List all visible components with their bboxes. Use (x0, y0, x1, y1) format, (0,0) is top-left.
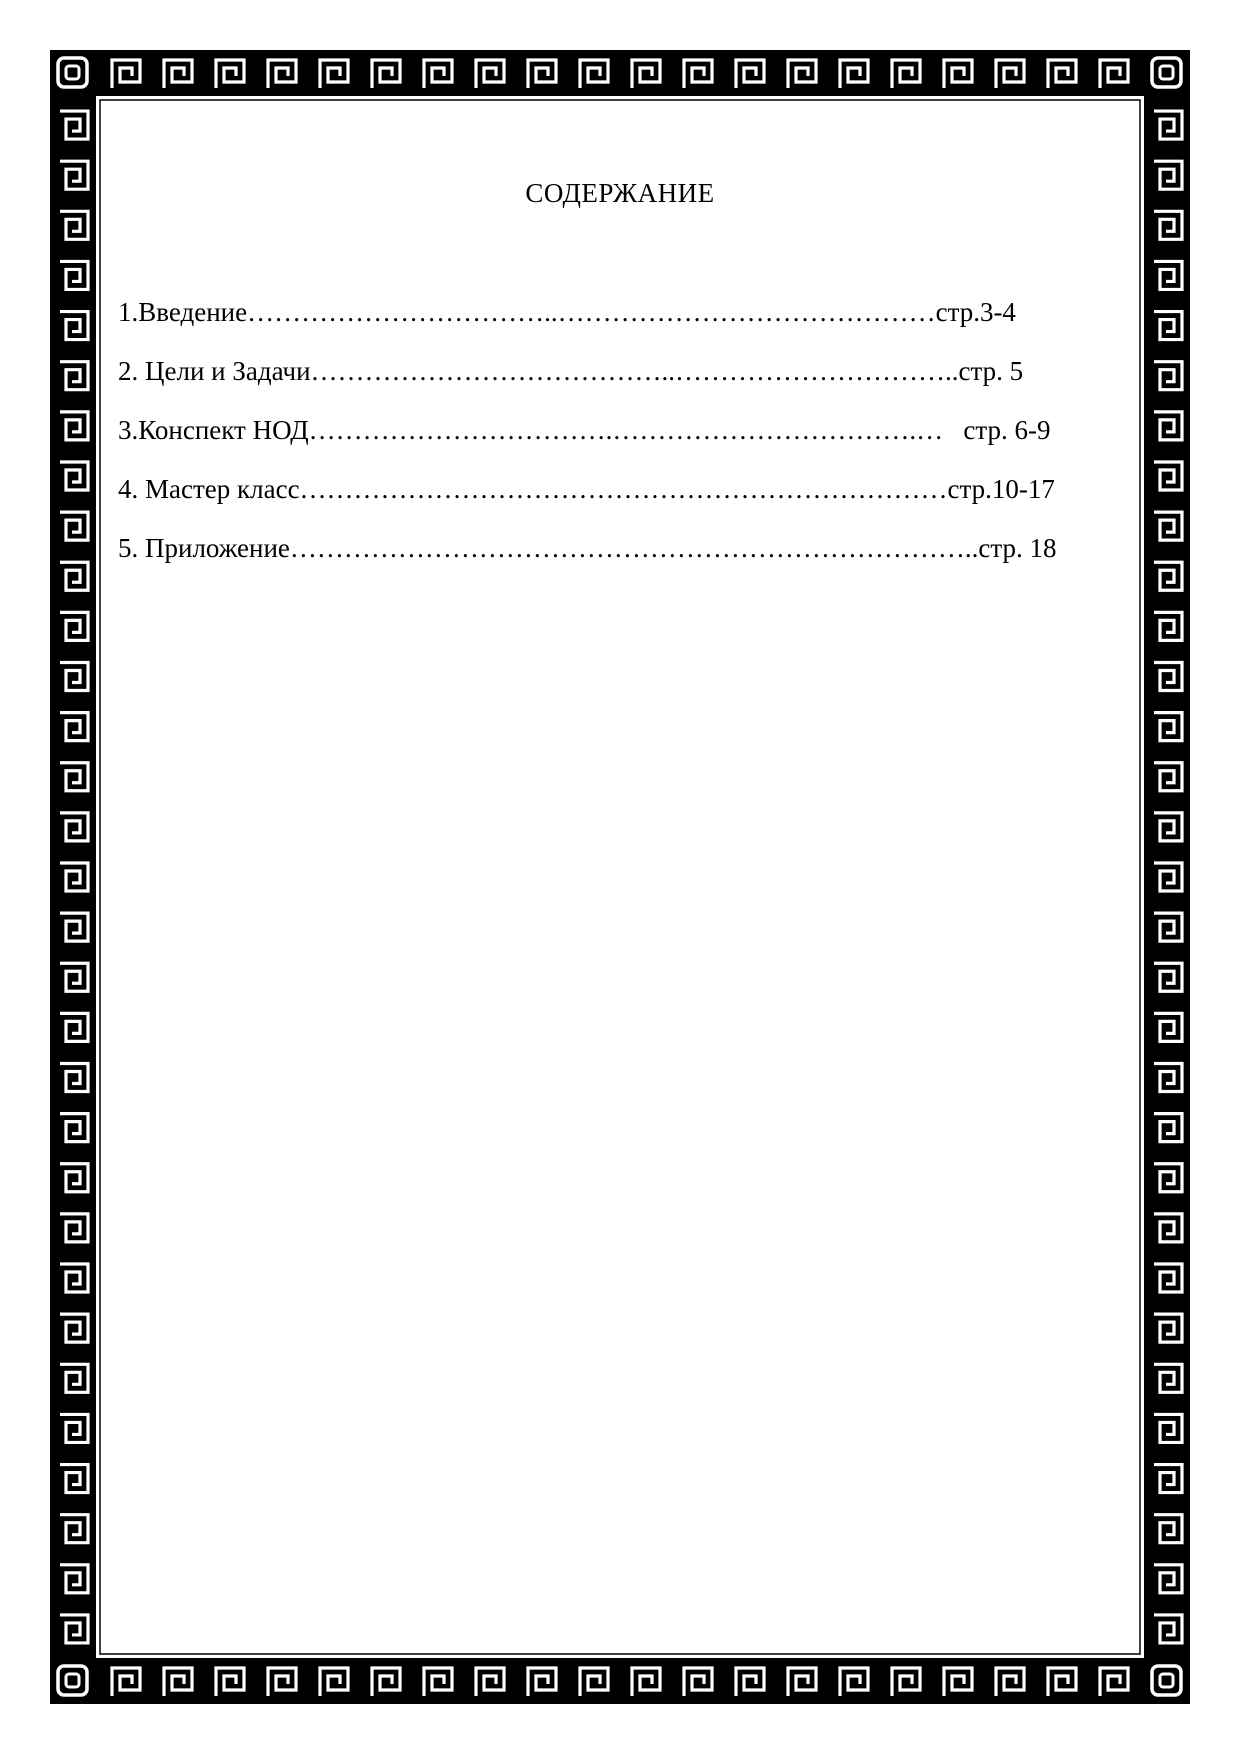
toc-item-master-class: 4. Мастер класс………………………………………………………………стр.10-17 (118, 474, 1055, 504)
toc-item-lesson-plan: 3.Конспект НОД…………………………….…………………………….… стр. 6-9 (118, 415, 1051, 445)
toc-item-introduction: 1.Введение……………………………..……………………………………стр.3-4 (118, 297, 1016, 327)
toc-item-appendix: 5. Приложение…………………………………………………………………..стр. 18 (118, 533, 1057, 563)
toc-item-goals: 2. Цели и Задачи…………………………………..…………………………..стр. 5 (118, 356, 1024, 386)
page-title: СОДЕРЖАНИЕ (525, 178, 715, 208)
